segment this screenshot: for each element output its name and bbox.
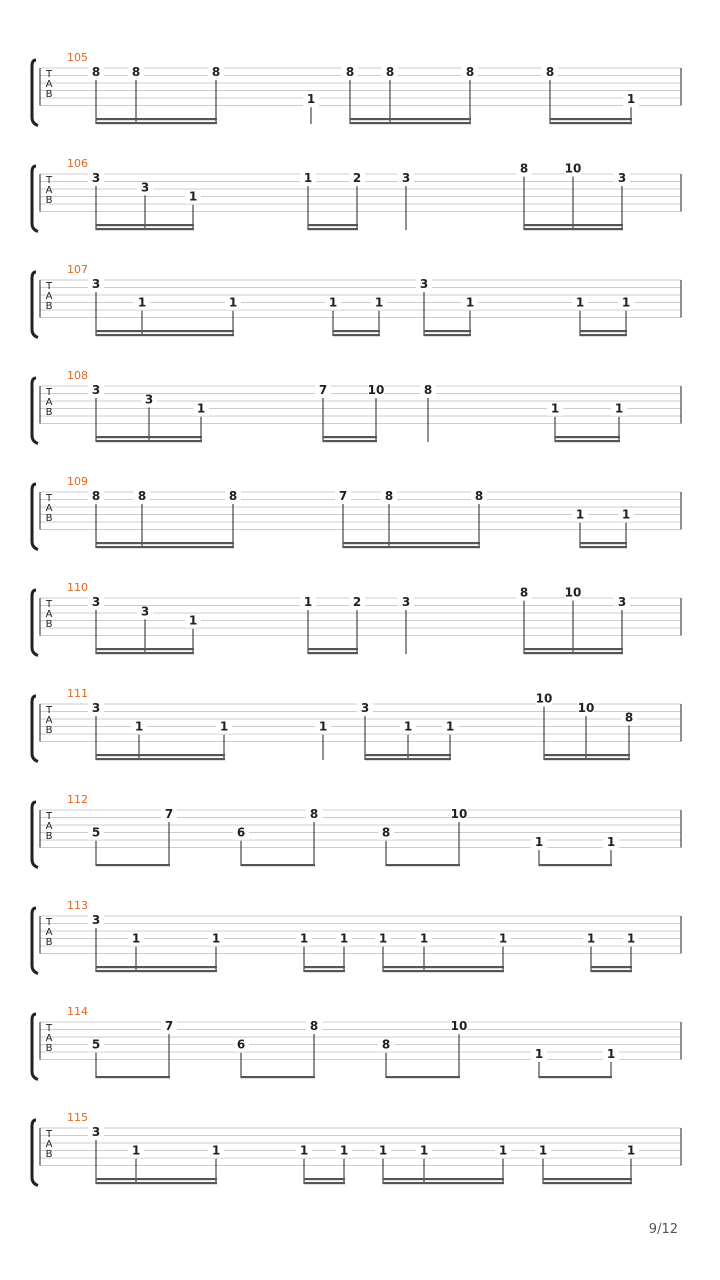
tab-clef-letter: A — [45, 1033, 53, 1044]
fret-number: 8 — [519, 161, 529, 176]
fret-number: 1 — [606, 835, 616, 850]
tab-clef-letter: T — [45, 69, 53, 80]
fret-number: 10 — [535, 691, 553, 706]
tab-clef-letter: A — [45, 1139, 53, 1150]
tab-clef-letter: B — [45, 725, 53, 736]
beam — [96, 228, 194, 230]
beam — [580, 334, 627, 336]
tab-clef-letter: B — [45, 619, 53, 630]
fret-number: 3 — [91, 277, 101, 291]
beam — [96, 970, 217, 972]
fret-number: 1 — [614, 401, 624, 416]
fret-number: 1 — [211, 931, 221, 946]
fret-number: 3 — [91, 383, 101, 397]
fret-number: 1 — [374, 295, 384, 310]
fret-number: 3 — [91, 171, 101, 185]
system-bracket — [32, 378, 38, 444]
tab-clef-letter: A — [45, 821, 53, 832]
fret-number: 1 — [621, 507, 631, 522]
fret-number: 1 — [586, 931, 596, 946]
fret-number: 8 — [381, 825, 391, 840]
fret-number: 7 — [164, 1019, 174, 1033]
fret-number: 1 — [219, 719, 229, 734]
measure-number: 114 — [67, 1005, 88, 1018]
fret-number: 1 — [498, 1143, 508, 1158]
fret-number: 8 — [465, 65, 475, 79]
beam — [304, 966, 345, 968]
beam — [555, 440, 620, 442]
tab-clef-letter: T — [45, 1023, 53, 1034]
tab-clef-letter: T — [45, 387, 53, 398]
beam — [96, 1076, 170, 1078]
fret-number: 1 — [188, 189, 198, 204]
fret-number: 7 — [318, 383, 328, 397]
beam — [580, 546, 627, 548]
tab-clef-letter: T — [45, 281, 53, 292]
beam — [96, 648, 194, 650]
tab-clef-letter: A — [45, 503, 53, 514]
fret-number: 5 — [91, 1037, 101, 1052]
beam — [333, 334, 380, 336]
tab-clef-letter: T — [45, 705, 53, 716]
measure-number: 113 — [67, 899, 88, 912]
fret-number: 1 — [188, 613, 198, 628]
fret-number: 1 — [465, 295, 475, 310]
fret-number: 3 — [91, 595, 101, 609]
beam — [580, 330, 627, 332]
fret-number: 1 — [575, 295, 585, 310]
beam — [544, 754, 630, 756]
beam — [308, 224, 358, 226]
fret-number: 1 — [378, 931, 388, 946]
beam — [308, 648, 358, 650]
tab-clef-letter: A — [45, 927, 53, 938]
beam — [96, 1182, 217, 1184]
beam — [350, 118, 471, 120]
tab-clef-letter: T — [45, 811, 53, 822]
fret-number: 7 — [164, 807, 174, 821]
tab-clef-letter: B — [45, 407, 53, 418]
measure-number: 105 — [67, 51, 88, 64]
beam — [555, 436, 620, 438]
fret-number: 3 — [617, 595, 627, 609]
system-bracket — [32, 908, 38, 974]
fret-number: 1 — [299, 931, 309, 946]
beam — [550, 122, 632, 124]
fret-number: 1 — [534, 835, 544, 850]
fret-number: 8 — [137, 489, 147, 503]
tab-clef-letter: B — [45, 89, 53, 100]
beam — [543, 1182, 632, 1184]
measure-number: 112 — [67, 793, 88, 806]
tab-clef-letter: B — [45, 195, 53, 206]
fret-number: 1 — [626, 92, 636, 107]
beam — [524, 648, 623, 650]
tab-clef-letter: B — [45, 831, 53, 842]
system-bracket — [32, 166, 38, 232]
fret-number: 3 — [91, 1125, 101, 1139]
fret-number: 3 — [140, 604, 150, 619]
system-bracket — [32, 1014, 38, 1080]
beam — [343, 546, 480, 548]
beam — [524, 228, 623, 230]
fret-number: 1 — [403, 719, 413, 734]
fret-number: 1 — [550, 401, 560, 416]
beam — [304, 1182, 345, 1184]
tab-clef-letter: B — [45, 513, 53, 524]
beam — [591, 970, 632, 972]
beam — [524, 224, 623, 226]
fret-number: 1 — [339, 931, 349, 946]
fret-number: 5 — [91, 825, 101, 840]
beam — [424, 330, 471, 332]
beam — [424, 334, 471, 336]
fret-number: 3 — [91, 913, 101, 927]
fret-number: 8 — [211, 65, 221, 79]
fret-number: 1 — [419, 931, 429, 946]
fret-number: 8 — [309, 807, 319, 821]
fret-number: 8 — [384, 489, 394, 503]
beam — [96, 754, 225, 756]
beam — [241, 1076, 315, 1078]
fret-number: 1 — [626, 1143, 636, 1158]
tab-clef-letter: B — [45, 937, 53, 948]
tab-clef-letter: T — [45, 917, 53, 928]
fret-number: 8 — [91, 489, 101, 503]
fret-number: 7 — [338, 489, 348, 503]
fret-number: 1 — [303, 595, 313, 609]
fret-number: 1 — [196, 401, 206, 416]
beam — [304, 1178, 345, 1180]
beam — [308, 652, 358, 654]
tab-clef-letter: B — [45, 1149, 53, 1160]
tab-clef-letter: A — [45, 79, 53, 90]
fret-number: 8 — [519, 585, 529, 600]
fret-number: 1 — [378, 1143, 388, 1158]
fret-number: 10 — [577, 701, 595, 715]
fret-number: 1 — [575, 507, 585, 522]
beam — [591, 966, 632, 968]
fret-number: 3 — [617, 171, 627, 185]
beam — [96, 122, 217, 124]
beam — [383, 966, 504, 968]
tab-clef-letter: A — [45, 291, 53, 302]
beam — [96, 966, 217, 968]
beam — [96, 334, 234, 336]
tab-clef-letter: A — [45, 715, 53, 726]
fret-number: 1 — [626, 931, 636, 946]
beam — [96, 758, 225, 760]
fret-number: 1 — [606, 1047, 616, 1062]
fret-number: 3 — [401, 595, 411, 609]
tab-clef-letter: T — [45, 175, 53, 186]
fret-number: 6 — [236, 825, 246, 840]
fret-number: 8 — [345, 65, 355, 79]
fret-number: 8 — [423, 383, 433, 397]
beam — [539, 864, 612, 866]
fret-number: 8 — [309, 1019, 319, 1033]
fret-number: 1 — [131, 931, 141, 946]
fret-number: 6 — [236, 1037, 246, 1052]
fret-number: 1 — [137, 295, 147, 310]
beam — [323, 436, 377, 438]
fret-number: 1 — [498, 931, 508, 946]
beam — [365, 758, 451, 760]
beam — [96, 330, 234, 332]
tab-clef-letter: A — [45, 185, 53, 196]
fret-number: 10 — [564, 161, 582, 176]
fret-number: 3 — [91, 701, 101, 715]
fret-number: 3 — [360, 701, 370, 715]
beam — [386, 864, 460, 866]
fret-number: 10 — [450, 807, 468, 821]
beam — [304, 970, 345, 972]
beam — [550, 118, 632, 120]
tab-clef-letter: B — [45, 301, 53, 312]
tab-clef-letter: B — [45, 1043, 53, 1054]
fret-number: 1 — [131, 1143, 141, 1158]
beam — [96, 546, 234, 548]
beam — [96, 652, 194, 654]
fret-number: 8 — [545, 65, 555, 79]
fret-number: 3 — [419, 277, 429, 291]
system-bracket — [32, 1120, 38, 1186]
tab-clef-letter: T — [45, 599, 53, 610]
beam — [386, 1076, 460, 1078]
fret-number: 2 — [352, 171, 362, 185]
system-bracket — [32, 60, 38, 126]
measure-number: 106 — [67, 157, 88, 170]
beam — [308, 228, 358, 230]
fret-number: 3 — [401, 171, 411, 185]
fret-number: 1 — [538, 1143, 548, 1158]
fret-number: 8 — [474, 489, 484, 503]
tab-clef-letter: A — [45, 609, 53, 620]
beam — [96, 118, 217, 120]
fret-number: 3 — [140, 180, 150, 195]
beam — [96, 1178, 217, 1180]
beam — [333, 330, 380, 332]
measure-number: 107 — [67, 263, 88, 276]
fret-number: 8 — [624, 710, 634, 725]
fret-number: 10 — [450, 1019, 468, 1033]
fret-number: 3 — [144, 392, 154, 407]
beam — [524, 652, 623, 654]
beam — [543, 1178, 632, 1180]
fret-number: 1 — [134, 719, 144, 734]
system-bracket — [32, 802, 38, 868]
beam — [383, 970, 504, 972]
fret-number: 8 — [381, 1037, 391, 1052]
beam — [580, 542, 627, 544]
fret-number: 8 — [91, 65, 101, 79]
beam — [96, 440, 202, 442]
beam — [323, 440, 377, 442]
fret-number: 1 — [445, 719, 455, 734]
fret-number: 1 — [299, 1143, 309, 1158]
fret-number: 1 — [228, 295, 238, 310]
measure-number: 111 — [67, 687, 88, 700]
beam — [343, 542, 480, 544]
fret-number: 10 — [367, 383, 385, 397]
fret-number: 1 — [621, 295, 631, 310]
fret-number: 1 — [306, 92, 316, 107]
fret-number: 8 — [131, 65, 141, 79]
fret-number: 10 — [564, 585, 582, 600]
beam — [365, 754, 451, 756]
fret-number: 1 — [328, 295, 338, 310]
beam — [539, 1076, 612, 1078]
beam — [96, 224, 194, 226]
beam — [383, 1178, 504, 1180]
fret-number: 1 — [211, 1143, 221, 1158]
fret-number: 1 — [339, 1143, 349, 1158]
fret-number: 1 — [534, 1047, 544, 1062]
beam — [96, 864, 170, 866]
beam — [544, 758, 630, 760]
measure-number: 115 — [67, 1111, 88, 1124]
beam — [96, 436, 202, 438]
measure-number: 110 — [67, 581, 88, 594]
measure-number: 109 — [67, 475, 88, 488]
beam — [241, 864, 315, 866]
fret-number: 1 — [303, 171, 313, 185]
page-number: 9/12 — [648, 1222, 678, 1237]
tab-clef-letter: T — [45, 1129, 53, 1140]
fret-number: 2 — [352, 595, 362, 609]
system-bracket — [32, 272, 38, 338]
fret-number: 1 — [419, 1143, 429, 1158]
tab-clef-letter: A — [45, 397, 53, 408]
beam — [350, 122, 471, 124]
fret-number: 8 — [228, 489, 238, 503]
measure-number: 108 — [67, 369, 88, 382]
system-bracket — [32, 696, 38, 762]
tab-clef-letter: T — [45, 493, 53, 504]
system-bracket — [32, 590, 38, 656]
beam — [383, 1182, 504, 1184]
fret-number: 1 — [318, 719, 328, 734]
fret-number: 8 — [385, 65, 395, 79]
system-bracket — [32, 484, 38, 550]
beam — [96, 542, 234, 544]
